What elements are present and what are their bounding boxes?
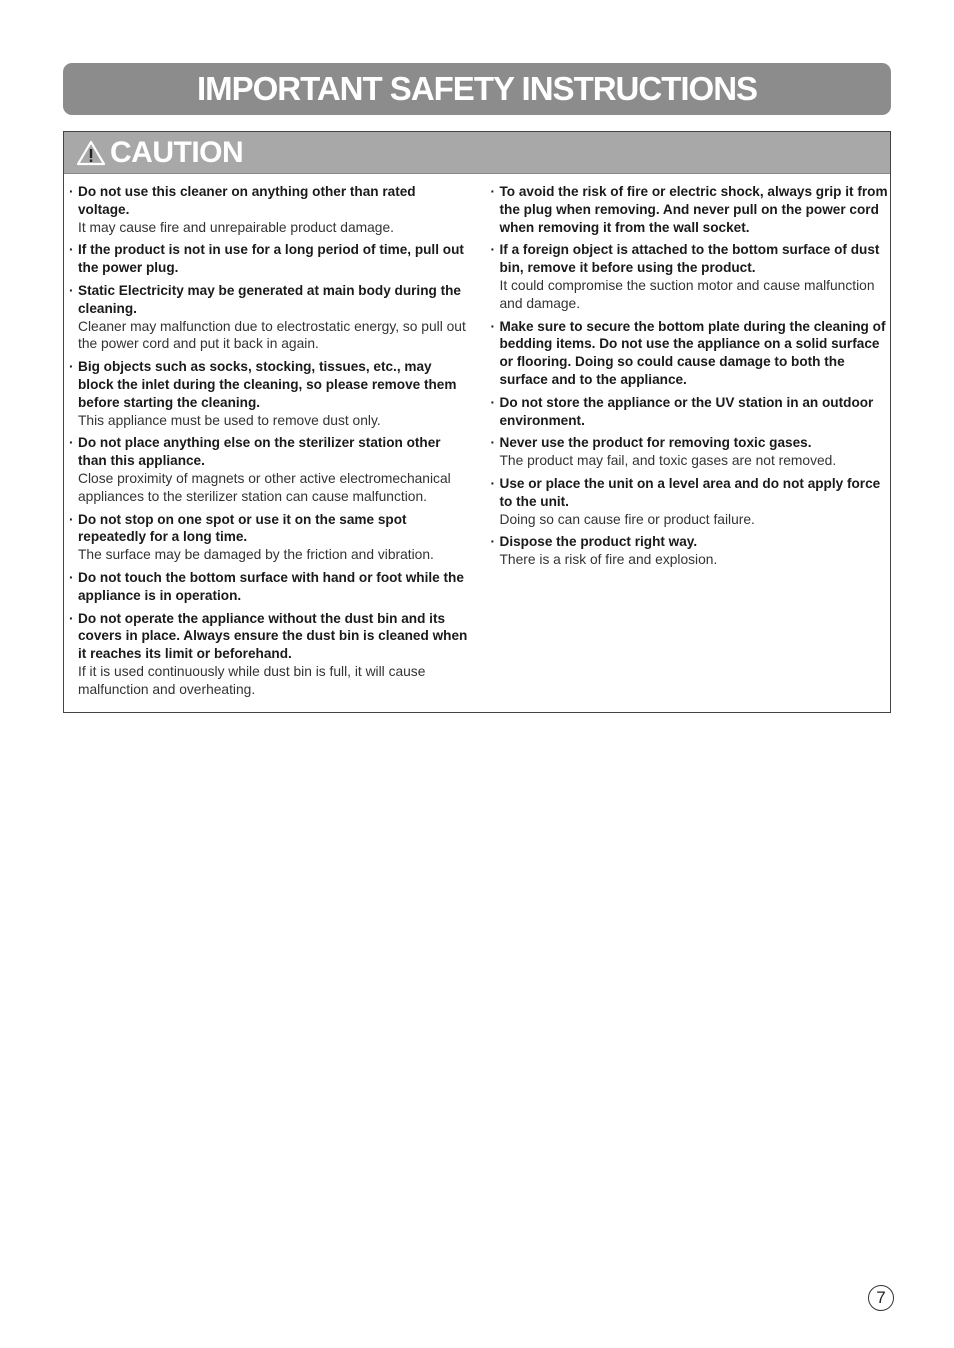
caution-item-heading: Big objects such as socks, stocking, tissues, etc., may block the inlet during the cleaning, so please remove them before starting the cleaning. — [78, 359, 457, 410]
caution-item-heading: Do not use this cleaner on anything other than rated voltage. — [78, 184, 416, 217]
caution-item-heading: Dispose the product right way. — [499, 534, 698, 550]
caution-item-heading: Do not touch the bottom surface with hand or foot while the appliance is in operation. — [78, 569, 464, 603]
caution-item-detail: There is a risk of fire and explosion. — [499, 552, 718, 568]
bullet-marker: · — [69, 242, 74, 258]
caution-item-heading: If the product is not in use for a long period of time, pull out the power plug. — [78, 242, 464, 276]
caution-item-heading: If a foreign object is attached to the bottom surface of dust bin, remove it before using the product. — [499, 242, 880, 276]
caution-item — [69, 282, 469, 353]
bullet-marker: · — [490, 394, 496, 410]
caution-item-heading: Use or place the unit on a level area and do not apply force to the unit. — [499, 475, 881, 509]
caution-item — [69, 183, 469, 236]
warning-triangle-icon — [76, 140, 106, 166]
page-title-bar — [63, 63, 891, 115]
bullet-marker: · — [69, 569, 74, 585]
caution-item — [491, 533, 891, 569]
caution-item — [491, 475, 891, 528]
caution-item-heading: Do not operate the appliance without the dust bin and its covers in place. Always ensure the dust bin is cleaned when it reaches its limit or beforehand. — [78, 610, 468, 662]
caution-item-detail: This appliance must be used to remove dust only. — [78, 412, 381, 428]
caution-item-detail: Close proximity of magnets or other active electromechanical appliances to the sterilizer station can cause malfunction. — [78, 470, 451, 504]
caution-box — [63, 131, 891, 713]
caution-item — [69, 569, 469, 605]
bullet-marker: · — [490, 242, 496, 258]
caution-item-detail: If it is used continuously while dust bin is full, it will cause malfunction and overheating. — [78, 663, 426, 697]
bullet-marker: · — [490, 475, 496, 491]
bullet-marker: · — [69, 610, 74, 626]
bullet-marker: · — [490, 534, 496, 550]
bullet-marker: · — [69, 184, 74, 199]
bullet-marker: · — [490, 184, 496, 199]
caution-item — [491, 241, 891, 312]
bullet-marker: · — [490, 318, 496, 334]
caution-item — [69, 610, 469, 699]
caution-item-heading: Do not place anything else on the sterilizer station other than this appliance. — [78, 435, 441, 469]
caution-item-detail: Cleaner may malfunction due to electrostatic energy, so pull out the power cord and put it back in again. — [78, 318, 466, 352]
page-number: 7 — [868, 1285, 894, 1311]
caution-item-heading: Static Electricity may be generated at main body during the cleaning. — [78, 282, 461, 316]
caution-item-detail: The surface may be damaged by the friction and vibration. — [78, 547, 434, 563]
caution-item-heading: Do not store the appliance or the UV station in an outdoor environment. — [499, 394, 874, 428]
caution-item-heading: Make sure to secure the bottom plate during the cleaning of bedding items. Do not use the appliance on a solid surface or flooring. Doing so could cause damage to both the surface and to the appliance. — [499, 318, 886, 387]
caution-item-heading: Never use the product for removing toxic gases. — [499, 435, 812, 451]
bullet-marker: · — [490, 435, 496, 451]
bullet-marker: · — [69, 511, 74, 527]
caution-item — [69, 241, 469, 277]
caution-item — [69, 511, 469, 564]
caution-list-right — [491, 183, 891, 704]
caution-item-detail: The product may fail, and toxic gases are not removed. — [499, 453, 837, 469]
caution-item — [69, 358, 469, 429]
caution-item-heading: Do not stop on one spot or use it on the same spot repeatedly for a long time. — [78, 511, 407, 545]
caution-item-heading: To avoid the risk of fire or electric shock, always grip it from the plug when removing. And never pull on the power cord when removing it from the wall socket. — [499, 184, 888, 235]
caution-item-detail: It may cause fire and unrepairable product damage. — [78, 219, 394, 235]
caution-header — [64, 132, 890, 174]
caution-item — [491, 183, 891, 236]
caution-item — [69, 434, 469, 505]
caution-item — [491, 394, 891, 430]
bullet-marker: · — [69, 435, 74, 451]
caution-item — [491, 434, 891, 470]
caution-item-detail: It could compromise the suction motor and cause malfunction and damage. — [499, 277, 875, 311]
caution-list-left — [69, 183, 469, 704]
bullet-marker: · — [69, 282, 74, 298]
page-title: IMPORTANT SAFETY INSTRUCTIONS — [196, 70, 758, 107]
caution-item — [491, 318, 891, 389]
caution-item-detail: Doing so can cause fire or product failure. — [499, 511, 755, 527]
caution-label: CAUTION — [110, 135, 244, 169]
bullet-marker: · — [69, 359, 74, 375]
caution-columns — [64, 183, 890, 704]
